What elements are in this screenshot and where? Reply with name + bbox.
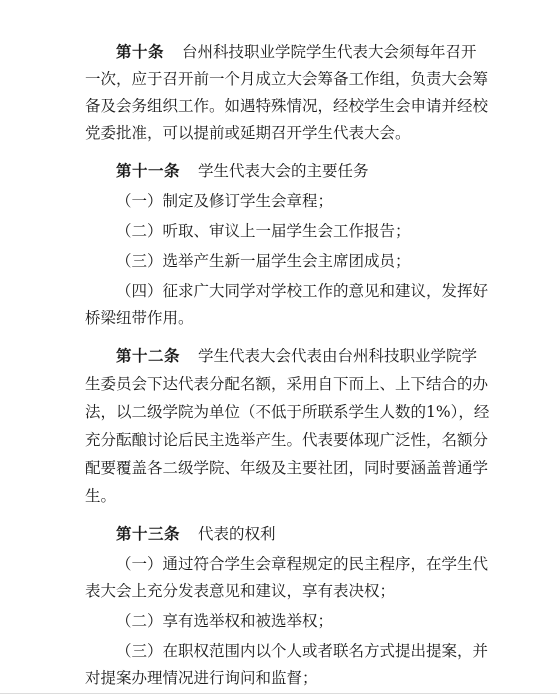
article-text: 配要覆盖各二级学院、年级及主要社团，同时要涵盖普通学 — [85, 459, 489, 477]
text-line-content — [85, 455, 489, 481]
list-item-text: （一）制定及修订学生会章程； — [116, 192, 334, 210]
article-text: 法，以二级学院为单位（不低于所联系学生人数的1%），经 — [85, 403, 490, 421]
text-line — [0, 93, 557, 119]
text-line — [0, 305, 557, 331]
text-line-content — [116, 551, 489, 577]
text-line — [0, 39, 557, 65]
text-line-content — [116, 188, 473, 214]
article-text: 党委批准，可以提前或延期召开学生代表大会。 — [85, 124, 411, 142]
article-text: 充分酝酿讨论后民主选举产生。代表要体现广泛性，名额分 — [85, 431, 489, 449]
article-text: 生委员会下达代表分配名额，采用自下而上、上下结合的办 — [85, 375, 489, 393]
text-line — [0, 399, 557, 425]
text-line — [0, 343, 557, 369]
text-line — [0, 638, 557, 664]
text-line-content — [116, 638, 489, 664]
list-item-text: （三）选举产生新一届学生会主席团成员； — [116, 252, 411, 270]
text-line-content — [85, 120, 473, 146]
text-line — [0, 218, 557, 244]
text-line-content — [85, 427, 489, 453]
article-heading: 第十三条 — [116, 525, 181, 543]
text-line-content — [116, 218, 473, 244]
text-line-content — [85, 578, 473, 604]
article-text: 生。 — [85, 487, 117, 505]
text-line — [0, 188, 557, 214]
text-line — [0, 551, 557, 577]
list-item-text: 表大会上充分发表意见和建议，享有表决权； — [85, 582, 396, 600]
text-line — [0, 521, 557, 547]
text-line-content — [116, 343, 478, 369]
list-item-text: 桥梁纽带作用。 — [85, 309, 194, 327]
text-line-content — [85, 93, 489, 119]
text-line-content — [85, 399, 490, 425]
text-line — [0, 248, 557, 274]
text-line-content — [116, 248, 473, 274]
list-item-text: （一）通过符合学生会章程规定的民主程序，在学生代 — [116, 555, 489, 573]
text-line-content — [85, 305, 473, 331]
text-line — [0, 483, 557, 509]
article-text: 代表的权利 — [198, 525, 276, 543]
text-line — [0, 665, 557, 691]
text-line — [0, 578, 557, 604]
list-item-text: （二）听取、审议上一届学生会工作报告； — [116, 222, 411, 240]
list-item-text: （四）征求广大同学对学校工作的意见和建议，发挥好 — [116, 282, 489, 300]
list-item-text: （三）在职权范围内以个人或者联名方式提出提案，并 — [116, 642, 489, 660]
list-item-text: （二）享有选举权和被选举权； — [116, 612, 334, 630]
text-line-content — [116, 521, 473, 547]
text-line-content — [85, 483, 473, 509]
text-line-content — [85, 66, 489, 92]
article-heading: 第十二条 — [116, 347, 181, 365]
article-heading: 第十一条 — [116, 162, 181, 180]
article-text: 一次，应于召开前一个月成立大会筹备工作组，负责大会筹 — [85, 70, 489, 88]
text-line — [0, 371, 557, 397]
text-line — [0, 608, 557, 634]
text-line — [0, 66, 557, 92]
article-text: 学生代表大会的主要任务 — [198, 162, 369, 180]
text-line — [0, 427, 557, 453]
text-line — [0, 455, 557, 481]
article-heading: 第十条 — [116, 43, 165, 61]
text-line-content — [116, 39, 477, 65]
text-line — [0, 278, 557, 304]
text-line — [0, 120, 557, 146]
page-bottom-divider — [0, 693, 557, 694]
text-line-content — [116, 158, 473, 184]
text-line-content — [116, 278, 489, 304]
text-line-content — [85, 665, 473, 691]
text-line-content — [116, 608, 473, 634]
article-text: 备及会务组织工作。如遇特殊情况，经校学生会申请并经校 — [85, 97, 489, 115]
article-text: 学生代表大会代表由台州科技职业学院学 — [198, 347, 478, 365]
list-item-text: 对提案办理情况进行询问和监督； — [85, 669, 318, 687]
article-text: 台州科技职业学院学生代表大会须每年召开 — [182, 43, 477, 61]
text-line — [0, 158, 557, 184]
text-line-content — [85, 371, 489, 397]
